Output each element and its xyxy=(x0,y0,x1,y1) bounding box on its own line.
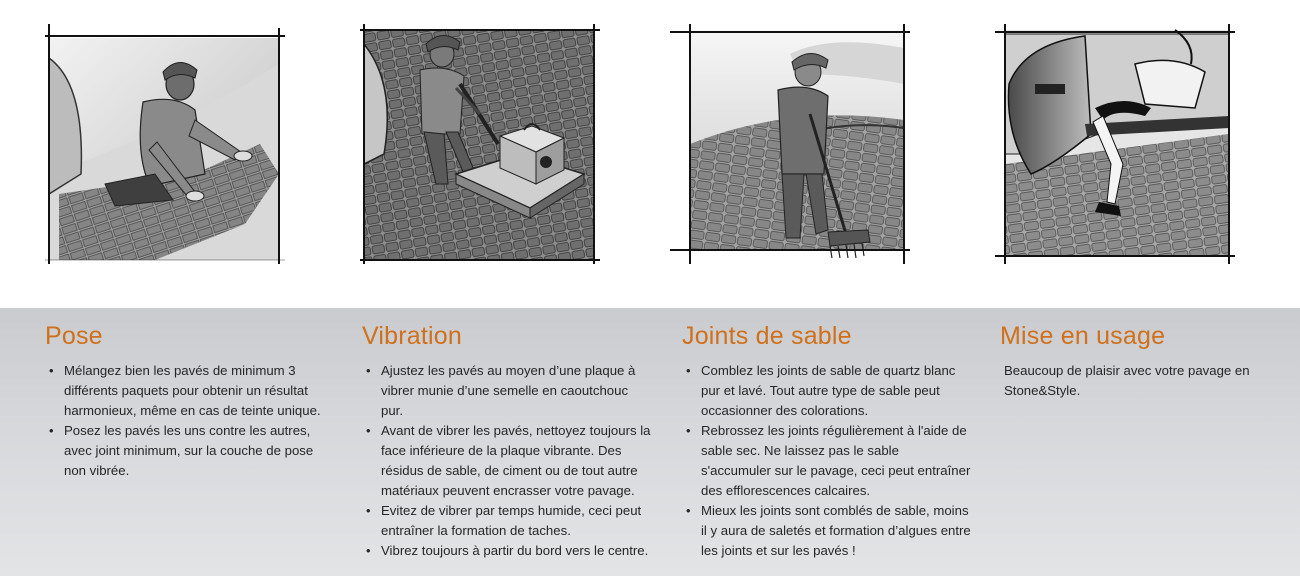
mise-en-usage-text: Beaucoup de plaisir avec votre pavage en Stone&Style. xyxy=(1004,363,1250,398)
vibration-illustration xyxy=(360,24,600,264)
section-title-vibration: Vibration xyxy=(362,322,463,350)
vibration-bullet: • Vibrez toujours à partir du bord vers le centre. xyxy=(381,541,652,561)
joints-bullet-list xyxy=(682,361,972,561)
pose-bullet-list xyxy=(45,361,335,481)
worker-plate-compactor-icon xyxy=(360,24,600,264)
joints-bullet: • Rebrossez les joints régulièrement à l'aide de sable sec. Ne laissez pas le sable s'accumuler sur le pavage, ceci peut entraîner des efflorescences calcaires. xyxy=(701,421,972,501)
section-vibration xyxy=(362,322,652,561)
pose-bullet: • Posez les pavés les uns contre les autres, avec joint minimum, sur la couche de pose non vibrée. xyxy=(64,421,335,481)
section-joints-de-sable xyxy=(682,322,972,561)
section-title-pose: Pose xyxy=(45,322,103,350)
joints-bullet: • Comblez les joints de sable de quartz blanc pur et lavé. Tout autre type de sable peut occasionner des colorations. xyxy=(701,361,972,421)
section-mise-en-usage xyxy=(1000,322,1290,401)
section-pose xyxy=(45,322,335,481)
section-title-joints-de-sable: Joints de sable xyxy=(682,322,852,350)
vibration-bullet: • Evitez de vibrer par temps humide, ceci peut entraîner la formation de taches. xyxy=(381,501,652,541)
vibration-bullet: • Ajustez les pavés au moyen d’une plaque à vibrer munie d’une semelle en caoutchouc pur. xyxy=(381,361,652,421)
pose-illustration xyxy=(45,24,285,264)
mise-en-usage-illustration xyxy=(995,24,1235,264)
vibration-bullet-list xyxy=(362,361,652,561)
worker-kneeling-laying-pavers-icon xyxy=(45,24,285,264)
car-door-woman-stepping-out-icon xyxy=(995,24,1235,264)
worker-sweeping-broom-icon xyxy=(670,24,910,264)
section-title-mise-en-usage: Mise en usage xyxy=(1000,322,1166,350)
joints-bullet: • Mieux les joints sont comblés de sable, moins il y aura de saletés et formation d’algues entre les joints et sur les pavés ! xyxy=(701,501,972,561)
vibration-bullet: • Avant de vibrer les pavés, nettoyez toujours la face inférieure de la plaque vibrante. Des résidus de sable, de ciment ou de tout autre matériaux peuvent encrasser votre pavage. xyxy=(381,421,652,501)
pose-bullet: • Mélangez bien les pavés de minimum 3 différents paquets pour obtenir un résultat harmonieux, même en cas de teinte unique. xyxy=(64,361,335,421)
joints-sable-illustration xyxy=(670,24,910,264)
